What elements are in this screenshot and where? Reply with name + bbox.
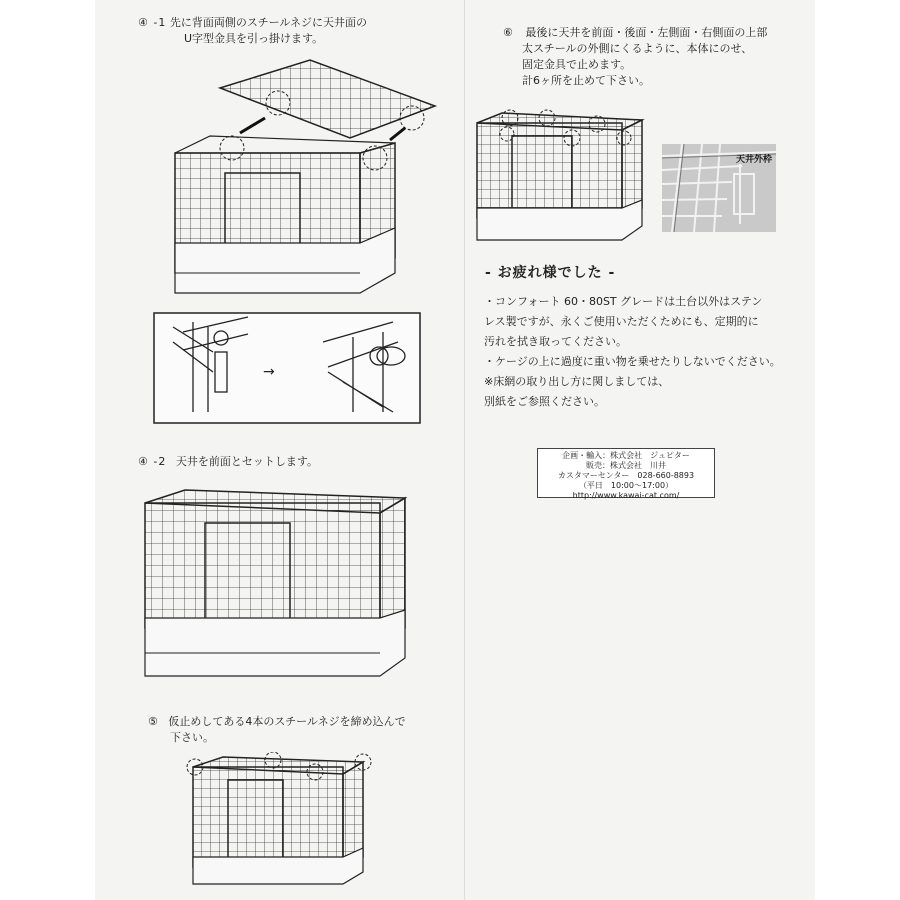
step-5-line1: 仮止めしてある4本のスチールネジを締め込んで (168, 715, 406, 728)
note-1a: ・コンフォート 60・80ST グレードは土台以外はステン (484, 295, 763, 308)
note-3b: 別紙をご参照ください。 (484, 395, 605, 408)
step-5-line2: 下さい。 (170, 731, 214, 744)
step-5-text (148, 714, 406, 746)
step-6-line1: 最後に天井を前面・後面・左側面・右側面の上部 (525, 26, 768, 39)
note-1c: 汚れを拭き取ってください。 (484, 335, 627, 348)
step-6-number: ⑥ (503, 26, 514, 39)
step-4-1-number: ④ -1 (138, 16, 167, 29)
hook-detail-illustration (153, 312, 421, 424)
step-6-illustration (472, 108, 647, 246)
note-3a: ※床網の取り出し方に関しましては、 (484, 375, 670, 388)
step-6-line2: 太スチールの外側にくるように、本体にのせ、 (522, 42, 753, 55)
contact-line2: 販売：株式会社 川井 (586, 461, 666, 470)
contact-line4: （平日 10:00～17:00） (578, 481, 674, 490)
step-4-2-illustration (140, 488, 415, 683)
top-frame-label: 天井外枠 (735, 155, 772, 165)
fold-line (464, 0, 465, 900)
contact-url: http://www.kawai-cat.com/ (572, 491, 680, 500)
arrow-icon: → (263, 364, 275, 380)
step-4-1-line2: U字型金具を引っ掛けます。 (184, 32, 324, 45)
step-5-illustration (183, 752, 378, 887)
step-4-2-number: ④ -2 (138, 455, 167, 468)
step-4-1-illustration (150, 58, 440, 298)
step-6-text (503, 25, 767, 89)
step-6-line4: 計6ヶ所を止めて下さい。 (522, 74, 650, 87)
note-2: ・ケージの上に過度に重い物を乗せたりしないでください。 (484, 355, 781, 368)
top-frame-photo (662, 144, 776, 232)
contact-box (537, 448, 715, 498)
closing-title: - お疲れ様でした - (485, 265, 616, 281)
contact-line1: 企画・輸入：株式会社 ジュピター (562, 451, 690, 460)
note-1b: レス製ですが、永くご使用いただくためにも、定期的に (484, 315, 759, 328)
step-6-line3: 固定金具で止めます。 (522, 58, 632, 71)
step-5-number: ⑤ (148, 715, 159, 728)
step-4-1-text (138, 15, 367, 47)
closing-notes (484, 292, 781, 412)
step-4-1-line1: 先に背面両側のスチールネジに天井面の (169, 16, 368, 29)
step-4-2-text (138, 454, 318, 470)
step-4-2-line: 天井を前面とセットします。 (175, 455, 318, 468)
contact-line3: カスタマーセンター 028-660-8893 (557, 471, 695, 480)
